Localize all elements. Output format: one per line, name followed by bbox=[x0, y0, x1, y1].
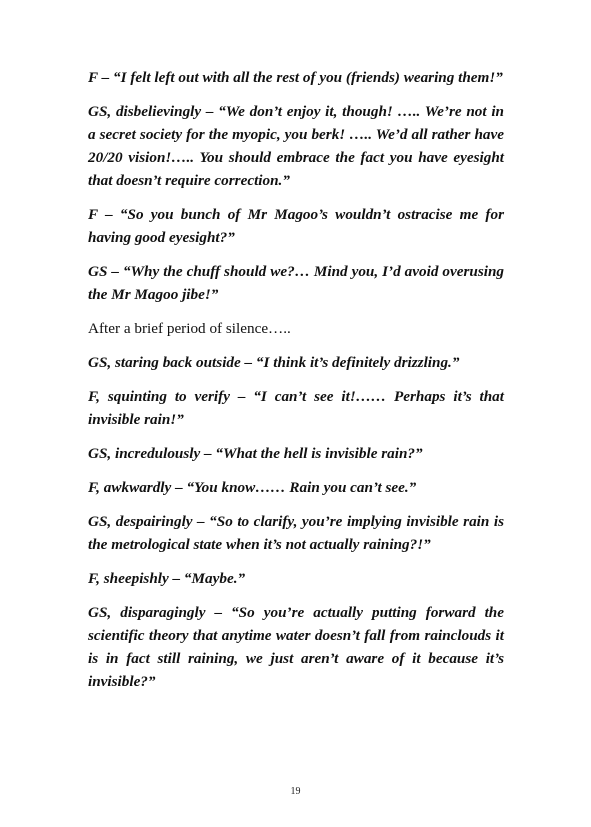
page-body bbox=[88, 66, 504, 704]
paragraph-1: F – “I felt left out with all the rest of you (friends) wearing them!” bbox=[88, 69, 503, 86]
paragraph-9: F, awkwardly – “You know…… Rain you can’t see.” bbox=[88, 479, 417, 496]
paragraph-6: GS, staring back outside – “I think it’s definitely drizzling.” bbox=[88, 354, 460, 371]
paragraph-10: GS, despairingly – “So to clarify, you’re implying invisible rain is the metrological state when it’s not actually raining?!” bbox=[88, 513, 504, 553]
paragraph-11: F, sheepishly – “Maybe.” bbox=[88, 570, 246, 587]
paragraph-4: GS – “Why the chuff should we?… Mind you, I’d avoid overusing the Mr Magoo jibe!” bbox=[88, 263, 504, 303]
paragraph-12: GS, disparagingly – “So you’re actually putting forward the scientific theory that anytime water doesn’t fall from rainclouds it is in fact still raining, we just aren’t aware of it because it’s invisible?” bbox=[88, 604, 504, 690]
paragraph-8: GS, incredulously – “What the hell is invisible rain?” bbox=[88, 445, 423, 462]
paragraph-5: After a brief period of silence….. bbox=[88, 320, 291, 337]
paragraph-3: F – “So you bunch of Mr Magoo’s wouldn’t ostracise me for having good eyesight?” bbox=[88, 206, 504, 246]
paragraph-2: GS, disbelievingly – “We don’t enjoy it, though! ….. We’re not in a secret society for the myopic, you berk! ….. We’d all rather have 20/20 vision!….. You should embrace the fact you have eyesight that doesn’t require correction.” bbox=[88, 103, 504, 189]
page-number: 19 bbox=[290, 786, 301, 797]
paragraph-7: F, squinting to verify – “I can’t see it!…… Perhaps it’s that invisible rain!” bbox=[88, 388, 504, 428]
